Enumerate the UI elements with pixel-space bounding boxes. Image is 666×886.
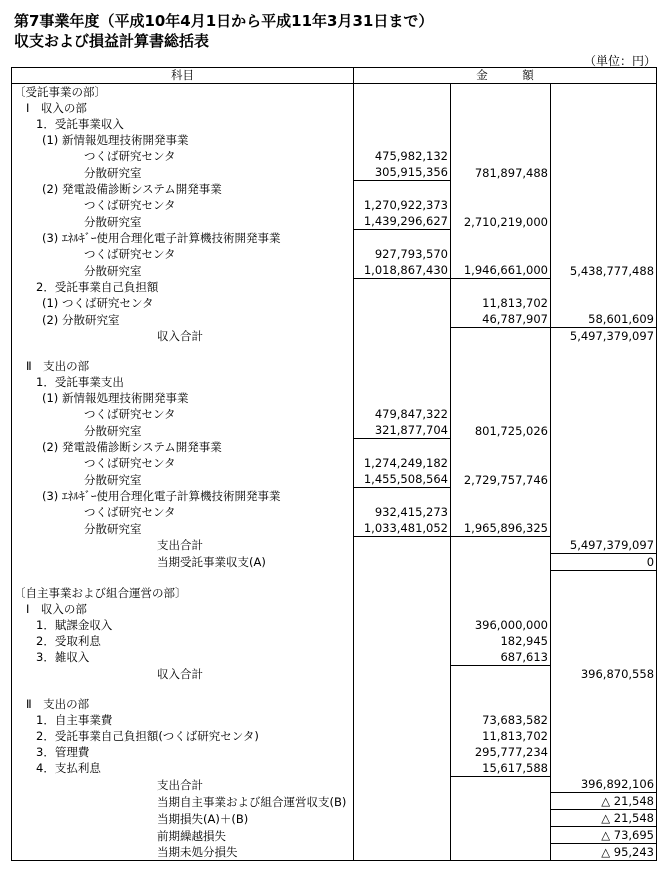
amount-col3 (551, 116, 657, 132)
amount-col3: △ 73,695 (551, 827, 657, 844)
empty-cell (354, 344, 451, 358)
amount-col1 (354, 633, 451, 649)
row-label: 2．受託事業自己負担額(つくば研究センタ) (12, 728, 354, 744)
row-label: 当期自主事業および組合運営収支(B) (12, 793, 354, 810)
table-row (12, 504, 657, 520)
amount-col1: 927,793,570 (354, 246, 451, 262)
amount-col3 (551, 164, 657, 181)
amount-col1 (354, 84, 451, 101)
amount-col2 (451, 358, 551, 374)
row-label: 収入合計 (12, 328, 354, 345)
table-row (12, 585, 657, 601)
amount-col2 (451, 116, 551, 132)
row-label: 〔自主事業および組合運営の部〕 (12, 585, 354, 601)
row-label: (1) 新情報処理技術開発事業 (12, 390, 354, 406)
amount-col3 (551, 760, 657, 777)
row-label: 1．受託事業支出 (12, 374, 354, 390)
table-row (12, 601, 657, 617)
row-label: Ⅱ 支出の部 (12, 696, 354, 712)
amount-col2 (451, 197, 551, 213)
table-row (12, 132, 657, 148)
amount-col1: 321,877,704 (354, 422, 451, 439)
table-row (12, 455, 657, 471)
empty-cell (551, 682, 657, 696)
row-label: Ⅰ 収入の部 (12, 601, 354, 617)
table-row (12, 422, 657, 439)
amount-col3 (551, 488, 657, 505)
amount-col2 (451, 553, 551, 570)
row-label: 当期受託事業収支(A) (12, 553, 354, 570)
amount-col2 (451, 585, 551, 601)
amount-col3 (551, 744, 657, 760)
amount-col2: 1,946,661,000 (451, 262, 551, 279)
spacer-row (12, 682, 657, 696)
amount-col1 (354, 279, 451, 296)
table-row (12, 328, 657, 345)
table-row (12, 520, 657, 537)
table-row (12, 116, 657, 132)
unit-label: （単位：円） (584, 54, 657, 68)
amount-col1: 932,415,273 (354, 504, 451, 520)
amount-col2: 2,710,219,000 (451, 213, 551, 230)
amount-col3 (551, 132, 657, 148)
table-row (12, 84, 657, 101)
amount-col2: 182,945 (451, 633, 551, 649)
amount-col3: 396,870,558 (551, 665, 657, 682)
amount-col3 (551, 439, 657, 456)
amount-col1 (354, 744, 451, 760)
amount-col1 (354, 488, 451, 505)
amount-col1 (354, 390, 451, 406)
amount-col3: 396,892,106 (551, 776, 657, 793)
amount-col1: 479,847,322 (354, 406, 451, 422)
amount-col1 (354, 827, 451, 844)
table-row (12, 633, 657, 649)
table-row (12, 100, 657, 116)
amount-col1 (354, 311, 451, 328)
row-label: Ⅰ 収入の部 (12, 100, 354, 116)
row-label: 前期繰越損失 (12, 827, 354, 844)
table-row (12, 537, 657, 554)
row-label: 当期未処分損失 (12, 844, 354, 861)
empty-cell (451, 682, 551, 696)
row-label: 分散研究室 (12, 520, 354, 537)
amount-col2 (451, 390, 551, 406)
amount-col3 (551, 617, 657, 633)
amount-col2 (451, 665, 551, 682)
amount-col1 (354, 585, 451, 601)
amount-col1 (354, 116, 451, 132)
amount-col3 (551, 181, 657, 198)
row-label: 当期損失(A)＋(B) (12, 810, 354, 827)
amount-col3 (551, 358, 657, 374)
row-label: 1．自主事業費 (12, 712, 354, 728)
row-label: 支出合計 (12, 537, 354, 554)
amount-col1 (354, 295, 451, 311)
row-label: つくば研究センタ (12, 504, 354, 520)
amount-col1 (354, 728, 451, 744)
row-label: 〔受託事業の部〕 (12, 84, 354, 101)
amount-col2 (451, 148, 551, 164)
empty-cell (551, 570, 657, 585)
row-label: つくば研究センタ (12, 148, 354, 164)
amount-col3 (551, 520, 657, 537)
amount-col2 (451, 328, 551, 345)
amount-col3: 5,438,777,488 (551, 262, 657, 279)
amount-col2 (451, 455, 551, 471)
page-title: 第7事業年度（平成10年4月1日から平成11年3月31日まで） (14, 12, 434, 30)
row-label: (2) 発電設備診断システム開発事業 (12, 439, 354, 456)
row-label: つくば研究センタ (12, 246, 354, 262)
amount-col1: 1,018,867,430 (354, 262, 451, 279)
amount-col1 (354, 665, 451, 682)
table-row (12, 776, 657, 793)
row-label: つくば研究センタ (12, 455, 354, 471)
amount-col3 (551, 279, 657, 296)
amount-col2 (451, 406, 551, 422)
table-row (12, 164, 657, 181)
row-label: (3) ｴﾈﾙｷﾞｰ使用合理化電子計算機技術開発事業 (12, 230, 354, 247)
row-label: つくば研究センタ (12, 406, 354, 422)
amount-col2 (451, 601, 551, 617)
amount-col1 (354, 181, 451, 198)
row-label: (2) 分散研究室 (12, 311, 354, 328)
table-header-row (12, 68, 657, 84)
table-row (12, 844, 657, 861)
amount-col2: 73,683,582 (451, 712, 551, 728)
amount-col1 (354, 696, 451, 712)
amount-col2 (451, 279, 551, 296)
amount-col1 (354, 439, 451, 456)
row-label: 分散研究室 (12, 213, 354, 230)
amount-col3: 5,497,379,097 (551, 328, 657, 345)
row-label: (3) ｴﾈﾙｷﾞｰ使用合理化電子計算機技術開発事業 (12, 488, 354, 505)
amount-col1: 1,033,481,052 (354, 520, 451, 537)
amount-col3 (551, 471, 657, 488)
empty-cell (12, 570, 354, 585)
amount-col3 (551, 601, 657, 617)
amount-col3 (551, 100, 657, 116)
amount-col3 (551, 422, 657, 439)
amount-col3 (551, 390, 657, 406)
table-row (12, 374, 657, 390)
table-row (12, 406, 657, 422)
amount-col3 (551, 633, 657, 649)
amount-col3: 5,497,379,097 (551, 537, 657, 554)
table-row (12, 197, 657, 213)
amount-col1: 1,439,296,627 (354, 213, 451, 230)
amount-col2: 46,787,907 (451, 311, 551, 328)
amount-col1 (354, 374, 451, 390)
row-label: (1) 新情報処理技術開発事業 (12, 132, 354, 148)
table-row (12, 649, 657, 666)
amount-col3 (551, 213, 657, 230)
amount-col2 (451, 537, 551, 554)
amount-col3 (551, 712, 657, 728)
table-row (12, 696, 657, 712)
row-label: 4．支払利息 (12, 760, 354, 777)
amount-col2 (451, 793, 551, 810)
amount-col3 (551, 374, 657, 390)
statement-table (11, 67, 657, 861)
spacer-row (12, 570, 657, 585)
empty-cell (12, 682, 354, 696)
amount-col2: 295,777,234 (451, 744, 551, 760)
amount-col2: 801,725,026 (451, 422, 551, 439)
table-row (12, 390, 657, 406)
table-row (12, 810, 657, 827)
table-row (12, 488, 657, 505)
table-row (12, 311, 657, 328)
amount-col2 (451, 810, 551, 827)
amount-col1 (354, 776, 451, 793)
row-label: 3．雑収入 (12, 649, 354, 666)
row-label: 分散研究室 (12, 262, 354, 279)
amount-col1 (354, 553, 451, 570)
page-subtitle: 収支および損益計算書総括表 (14, 32, 210, 50)
amount-col1 (354, 810, 451, 827)
table-row (12, 213, 657, 230)
row-label: (2) 発電設備診断システム開発事業 (12, 181, 354, 198)
amount-col1 (354, 649, 451, 666)
table-row (12, 295, 657, 311)
amount-col3: 58,601,609 (551, 311, 657, 328)
amount-col3 (551, 295, 657, 311)
amount-col2: 1,965,896,325 (451, 520, 551, 537)
row-label: (1) つくば研究センタ (12, 295, 354, 311)
amount-col2 (451, 488, 551, 505)
table-body (12, 84, 657, 861)
table-row (12, 246, 657, 262)
empty-cell (451, 344, 551, 358)
amount-col3: △ 21,548 (551, 810, 657, 827)
row-label: 1．受託事業収入 (12, 116, 354, 132)
empty-cell (12, 344, 354, 358)
amount-col2 (451, 374, 551, 390)
amount-col3 (551, 728, 657, 744)
amount-col3 (551, 455, 657, 471)
amount-col3 (551, 406, 657, 422)
table-row (12, 744, 657, 760)
amount-col1 (354, 132, 451, 148)
empty-cell (551, 344, 657, 358)
amount-col2: 781,897,488 (451, 164, 551, 181)
table-row (12, 471, 657, 488)
table-row (12, 358, 657, 374)
table-row (12, 262, 657, 279)
table-row (12, 728, 657, 744)
amount-col2 (451, 776, 551, 793)
amount-col2 (451, 439, 551, 456)
table-row (12, 665, 657, 682)
amount-col1 (354, 537, 451, 554)
amount-col1 (354, 358, 451, 374)
amount-col3 (551, 230, 657, 247)
row-label: 2．受託事業自己負担額 (12, 279, 354, 296)
table-row (12, 181, 657, 198)
amount-col1 (354, 230, 451, 247)
amount-col3 (551, 696, 657, 712)
table-row (12, 793, 657, 810)
amount-col1: 1,274,249,182 (354, 455, 451, 471)
amount-col1 (354, 617, 451, 633)
amount-col1 (354, 328, 451, 345)
table-row (12, 279, 657, 296)
amount-col1: 475,982,132 (354, 148, 451, 164)
table-row (12, 712, 657, 728)
row-label: 分散研究室 (12, 471, 354, 488)
amount-col1 (354, 760, 451, 777)
row-label: 支出合計 (12, 776, 354, 793)
amount-col2 (451, 181, 551, 198)
amount-col3 (551, 246, 657, 262)
amount-col2: 2,729,757,746 (451, 471, 551, 488)
amount-col3 (551, 649, 657, 666)
amount-col2 (451, 504, 551, 520)
header-amount: 金 額 (354, 68, 657, 84)
amount-col1: 1,455,508,564 (354, 471, 451, 488)
amount-col3: △ 21,548 (551, 793, 657, 810)
amount-col2 (451, 696, 551, 712)
amount-col2: 15,617,588 (451, 760, 551, 777)
amount-col3 (551, 84, 657, 101)
amount-col3 (551, 197, 657, 213)
amount-col1: 305,915,356 (354, 164, 451, 181)
row-label: 収入合計 (12, 665, 354, 682)
row-label: 1．賦課金収入 (12, 617, 354, 633)
amount-col2: 11,813,702 (451, 295, 551, 311)
table-row (12, 439, 657, 456)
amount-col1 (354, 601, 451, 617)
table-row (12, 827, 657, 844)
empty-cell (354, 682, 451, 696)
spacer-row (12, 344, 657, 358)
amount-col2 (451, 84, 551, 101)
row-label: 分散研究室 (12, 164, 354, 181)
amount-col1 (354, 712, 451, 728)
amount-col3 (551, 148, 657, 164)
amount-col2: 396,000,000 (451, 617, 551, 633)
amount-col3: △ 95,243 (551, 844, 657, 861)
table-row (12, 617, 657, 633)
amount-col3 (551, 585, 657, 601)
amount-col1 (354, 844, 451, 861)
amount-col2 (451, 230, 551, 247)
row-label: 2．受取利息 (12, 633, 354, 649)
header-subject: 科目 (12, 68, 354, 84)
amount-col2: 687,613 (451, 649, 551, 666)
empty-cell (354, 570, 451, 585)
amount-col2: 11,813,702 (451, 728, 551, 744)
amount-col1 (354, 793, 451, 810)
row-label: つくば研究センタ (12, 197, 354, 213)
amount-col2 (451, 844, 551, 861)
amount-col2 (451, 827, 551, 844)
table-row (12, 553, 657, 570)
table-row (12, 230, 657, 247)
table-row (12, 148, 657, 164)
row-label: Ⅱ 支出の部 (12, 358, 354, 374)
amount-col2 (451, 246, 551, 262)
amount-col1 (354, 100, 451, 116)
row-label: 3．管理費 (12, 744, 354, 760)
amount-col2 (451, 100, 551, 116)
amount-col2 (451, 132, 551, 148)
empty-cell (451, 570, 551, 585)
amount-col1: 1,270,922,373 (354, 197, 451, 213)
amount-col3: 0 (551, 553, 657, 570)
amount-col3 (551, 504, 657, 520)
row-label: 分散研究室 (12, 422, 354, 439)
table-row (12, 760, 657, 777)
